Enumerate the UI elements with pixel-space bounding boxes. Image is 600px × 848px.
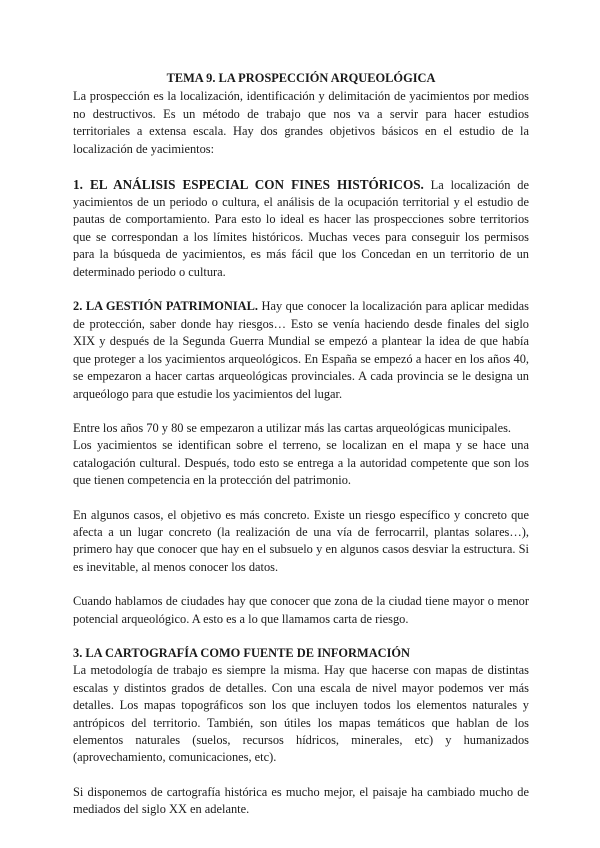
section-3-heading: 3. LA CARTOGRAFÍA COMO FUENTE DE INFORMACIÓN <box>73 645 410 660</box>
section-2-para-4: En algunos casos, el objetivo es más concreto. Existe un riesgo específico y concreto que afecta a un lugar concreto (la realización de una vía de ferrocarril, plantas solares…), primero hay que conocer que hay en el subsuelo y en algunos casos desviar la estructura. Si es inevitable, al menos conocer los datos. <box>73 507 529 574</box>
section-2-body: Hay que conocer la localización para aplicar medidas de protección, saber donde hay riesgos… Esto se venía haciendo desde finales del siglo XIX y después de la Segunda Guerra Mundial se empezó a plantear la idea de que había que proteger a los yacimientos arqueológicos. En España se empezó a hacer en los años 40, se empezaron a hacer cartas arqueológicas provinciales. A cada provincia se le designa un arqueólogo para que estudie los yacimientos del lugar. <box>73 299 529 401</box>
section-2-heading: 2. LA GESTIÓN PATRIMONIAL. <box>73 299 258 314</box>
section-2-paragraph <box>73 298 529 402</box>
spacer <box>73 281 529 299</box>
section-2-para-3: Los yacimientos se identifican sobre el terreno, se localizan en el mapa y se hace una catalogación cultural. Después, todo esto se entrega a la autoridad competente que son los que tienen competencia en la protección del patrimonio. <box>73 438 529 488</box>
section-3-para-2: Si disponemos de cartografía histórica es mucho mejor, el paisaje ha cambiado mucho de mediados del siglo XX en adelante. <box>73 784 529 817</box>
spacer <box>73 403 529 420</box>
section-1-heading: 1. EL ANÁLISIS ESPECIAL CON FINES HISTÓRICOS. <box>73 176 424 192</box>
section-1-paragraph <box>73 176 529 281</box>
spacer <box>73 158 529 176</box>
section-3-body: La metodología de trabajo es siempre la misma. Hay que hacerse con mapas de distintas escalas y distintos grados de detalles. Con una escala de nivel mayor podemos ver más detalles. Los mapas topográficos son los que incluyen todos los elementos naturales y antrópicos del territorio. También, son útiles los mapas temáticos que hablan de los elementos naturales (suelos, recursos hídricos, minerales, etc) y humanizados (aprovechamiento, comunicaciones, etc). <box>73 663 529 765</box>
intro-paragraph: La prospección es la localización, identificación y delimitación de yacimientos por medios no destructivos. Es un método de trabajo que nos va a servir para hacer estudios territoriales a extensa escala. Hay dos grandes objetivos básicos en el estudio de la localización de yacimientos: <box>73 89 529 156</box>
section-2-para-2: Entre los años 70 y 80 se empezaron a utilizar más las cartas arqueológicas municipales. <box>73 420 511 435</box>
spacer <box>73 767 529 784</box>
document-page <box>73 70 529 819</box>
section-1-body: La localización de yacimientos de un periodo o cultura, el análisis de la ocupación territorial y el estudio de pautas de comportamiento. Para esto lo ideal es hacer las prospecciones sobre territorios que se correspondan a los límites históricos. Muchas veces para conseguir los permisos para la búsqueda de yacimientos, es más fácil que los Concedan en un territorio de un determinado periodo o cultura. <box>73 177 529 279</box>
spacer <box>73 490 529 507</box>
spacer <box>73 628 529 645</box>
page-title: TEMA 9. LA PROSPECCIÓN ARQUEOLÓGICA <box>166 71 436 85</box>
spacer <box>73 576 529 593</box>
section-2-para-5: Cuando hablamos de ciudades hay que conocer que zona de la ciudad tiene mayor o menor potencial arqueológico. A esto es a lo que llamamos carta de riesgo. <box>73 594 529 626</box>
